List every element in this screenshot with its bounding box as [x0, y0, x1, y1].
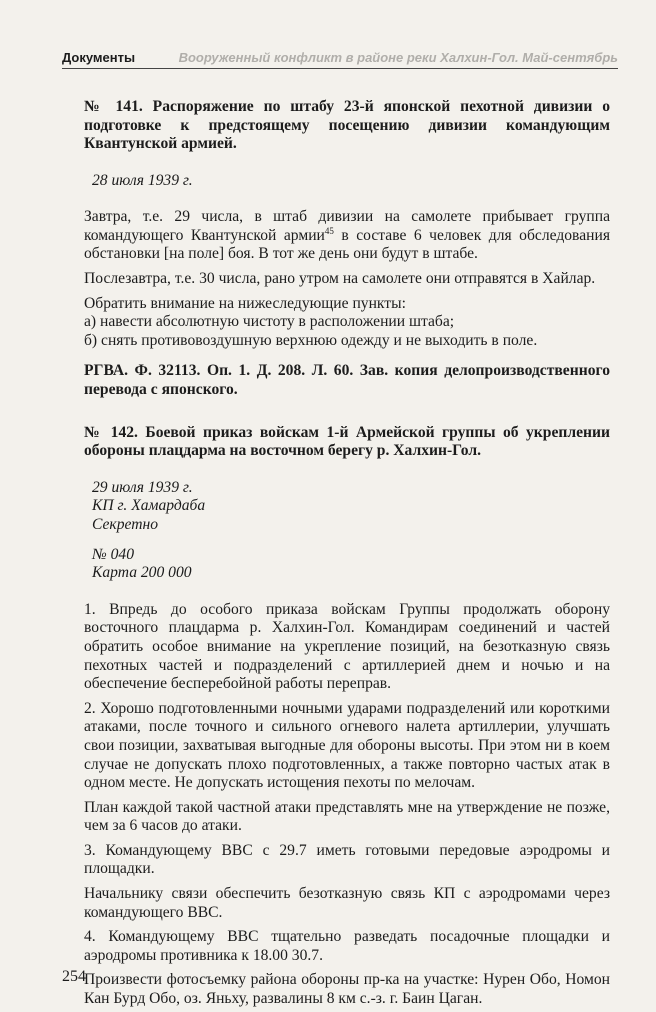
doc-142-number: № 040	[92, 545, 134, 563]
doc-141-meta	[92, 172, 610, 190]
doc-142-secrecy: Секретно	[92, 515, 159, 533]
footnote-ref: 45	[324, 225, 334, 236]
doc-142-paragraph-2: 2. Хорошо подготовленными ночными ударами подразделений или короткими атаками, после точного и сильного огневого налета артиллерии, улучшать свои позиции, захватывая выгодные для обороны высоты. При этом ни в коем случае не допускать плохо подготовленных, а также повторно частых атак в одном месте. Не допускать истощения пехоты по мелочам.	[84, 699, 610, 792]
doc-142-paragraph-5: Начальнику связи обеспечить безотказную связь КП с аэродромами через командующего ВВС.	[84, 885, 610, 921]
doc-141-paragraph-2: Послезавтра, т.е. 30 числа, рано утром на самолете они отправятся в Хайлар.	[84, 269, 596, 287]
doc-141-p1-text: Завтра, т.е. 29 числа, в штаб дивизии на самолете прибывает группа командующего Квантунской армии	[84, 208, 610, 244]
doc-142-paragraph-4: 3. Командующему ВВС с 29.7 иметь готовыми передовые аэродромы и площадки.	[84, 841, 610, 878]
doc-142-place: КП г. Хамардаба	[92, 497, 206, 515]
doc-141-heading: № 141. Распоряжение по штабу 23-й японской пехотной дивизии о подготовке к предстоящему посещению дивизии командующим Квантунской армией.	[84, 98, 610, 153]
doc-142-paragraph-6: 4. Командующему ВВС тщательно разведать посадочные площадки и аэродромы противника к 18.00 30.7.	[84, 928, 610, 964]
doc-142-paragraph-3: План каждой такой частной атаки представлять мне на утверждение не позже, чем за 6 часов до атаки.	[84, 798, 610, 835]
running-head-right-bleedthrough: Вооруженный конфликт в районе реки Халхин-Гол. Май-сентябрь	[178, 50, 618, 65]
doc-142-heading: № 142. Боевой приказ войскам 1-й Армейской группы об укреплении обороны плацдарма на восточном берегу р. Халхин-Гол.	[84, 423, 610, 460]
running-head-left: Документы	[62, 50, 136, 65]
doc-142-meta	[92, 479, 610, 583]
page-number: 254	[62, 968, 86, 985]
doc-141-item-a: а) навести абсолютную чистоту в расположении штаба;	[84, 313, 455, 331]
doc-142-map: Карта 200 000	[92, 564, 192, 582]
running-head	[62, 46, 618, 69]
doc-142-date: 29 июля 1939 г.	[92, 478, 193, 496]
doc-142-paragraph-1: 1. Впредь до особого приказа войскам Группы продолжать оборону восточного плацдарма р. Халхин-Гол. Командирам соединений и частей обратить особое внимание на укрепление позиций, на безотказную связь пехотных частей и подразделений с артиллерией днем и ночью и на обеспечение бесперебойной работы переправ.	[84, 600, 610, 693]
doc-142-paragraph-7: Произвести фотосъемку района обороны пр-ка на участке: Нурен Обо, Номон Кан Бурд Обо, оз. Яньху, развалины 8 км с.-з. г. Баин Цаган.	[84, 971, 610, 1008]
page-content	[84, 98, 610, 1009]
doc-141-paragraph-1	[84, 208, 610, 264]
doc-141-p1-text-cont: в составе 6 человек для обследования обстановки [на поле] боя. В тот же день они будут в штабе.	[84, 226, 610, 263]
doc-141-item-b: б) снять противовоздушную верхнюю одежду и не выходить в поле.	[84, 331, 538, 349]
doc-141-source: РГВА. Ф. 32113. Оп. 1. Д. 208. Л. 60. Зав. копия делопроизводственного перевода с японского.	[84, 362, 610, 398]
doc-141-paragraph-3: Обратить внимание на нижеследующие пункты:	[84, 294, 406, 312]
section-gap	[84, 400, 610, 424]
doc-141-date: 28 июля 1939 г.	[92, 171, 193, 189]
